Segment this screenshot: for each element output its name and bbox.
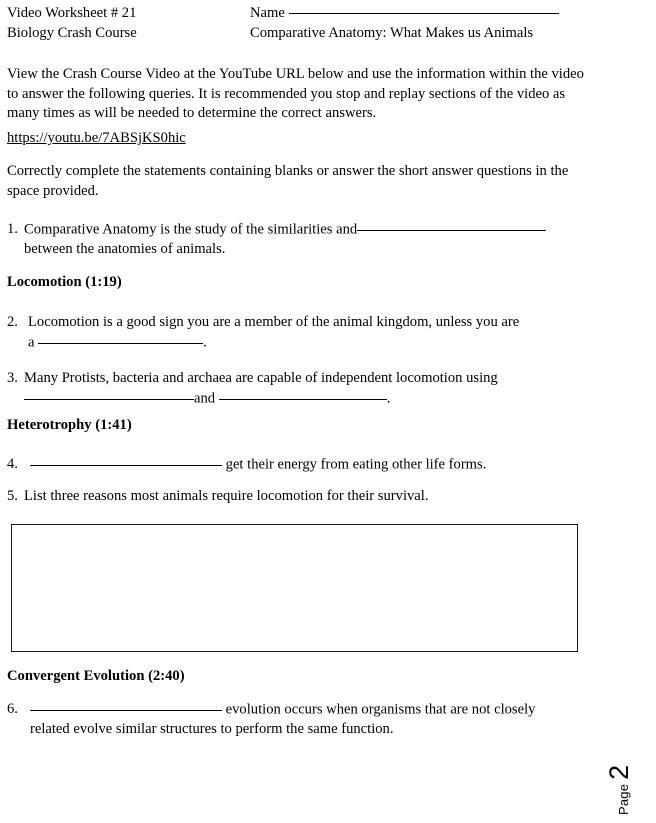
question-3-blank-2[interactable]	[219, 387, 387, 400]
instructions-paragraph: Correctly complete the statements containing blanks or answer the short answer questions in the space provided.	[7, 163, 569, 199]
question-1-text-before: Comparative Anatomy is the study of the similarities and	[24, 221, 358, 238]
question-3-number: 3.	[7, 370, 18, 386]
question-6-text-after: evolution occurs when organisms that are not closely	[225, 701, 536, 718]
question-2-body	[28, 313, 607, 352]
question-2-line-2	[28, 333, 607, 353]
topic-title: Comparative Anatomy: What Makes us Animals	[250, 25, 534, 41]
question-2-text-mid: a	[28, 333, 35, 350]
question-2-text-before: Locomotion is a good sign you are a member of the animal kingdom, unless you are	[28, 314, 520, 330]
name-label: Name	[250, 5, 285, 21]
question-3-text-after: .	[386, 389, 391, 406]
question-4-blank[interactable]	[30, 453, 222, 466]
section-heading-convergent-evolution: Convergent Evolution (2:40)	[7, 668, 185, 684]
question-2	[7, 313, 607, 352]
question-5-text: List three reasons most animals require locomotion for their survival.	[24, 488, 429, 504]
question-3-body	[24, 369, 607, 408]
page-number-rotated	[606, 765, 633, 815]
question-5-number: 5.	[7, 488, 18, 504]
question-4-text-after: get their energy from eating other life forms.	[225, 456, 487, 473]
question-6-body	[30, 700, 607, 739]
course-name: Biology Crash Course	[7, 25, 137, 41]
question-3-line-2	[24, 389, 607, 409]
name-blank-line[interactable]	[289, 13, 559, 14]
section-heading-locomotion: Locomotion (1:19)	[7, 274, 122, 290]
name-field-group	[250, 6, 559, 21]
question-5	[7, 487, 607, 507]
header-row-1	[7, 6, 607, 26]
question-3-text-mid: and	[194, 389, 216, 406]
intro-paragraph: View the Crash Course Video at the YouTube URL below and use the information within the video to answer the following queries. It is recommended you stop and replay sections of the video as many times as will be needed to determine the correct answers.	[7, 66, 584, 121]
video-url-line	[7, 131, 186, 146]
page-label: Page	[616, 783, 631, 815]
page-number-footer	[604, 729, 652, 815]
video-url-link[interactable]: https://youtu.be/7ABSjKS0hic	[7, 130, 186, 146]
question-1	[7, 220, 607, 259]
question-6	[7, 700, 607, 739]
header-row-2	[7, 26, 607, 46]
question-4-number: 4.	[7, 456, 18, 472]
question-1-text-after: between the anatomies of animals.	[24, 240, 226, 257]
question-4-body	[30, 455, 607, 475]
question-1-body	[24, 220, 607, 259]
question-3	[7, 369, 607, 408]
worksheet-title: Video Worksheet # 21	[7, 5, 137, 21]
question-2-number: 2.	[7, 314, 18, 330]
question-6-blank[interactable]	[30, 698, 222, 711]
question-2-blank[interactable]	[38, 331, 203, 344]
question-6-line-2: related evolve similar structures to perform the same function.	[30, 720, 394, 737]
question-1-blank[interactable]	[357, 218, 546, 231]
section-heading-heterotrophy: Heterotrophy (1:41)	[7, 417, 132, 433]
question-3-blank-1[interactable]	[24, 387, 194, 400]
question-2-text-after: .	[203, 333, 207, 350]
question-3-text-before: Many Protists, bacteria and archaea are capable of independent locomotion using	[24, 370, 498, 386]
question-4	[7, 455, 607, 475]
answer-box[interactable]	[11, 524, 578, 652]
page-number-value: 2	[604, 764, 634, 780]
document-header	[7, 6, 607, 46]
question-6-number: 6.	[7, 701, 18, 717]
question-1-number: 1.	[7, 221, 18, 237]
